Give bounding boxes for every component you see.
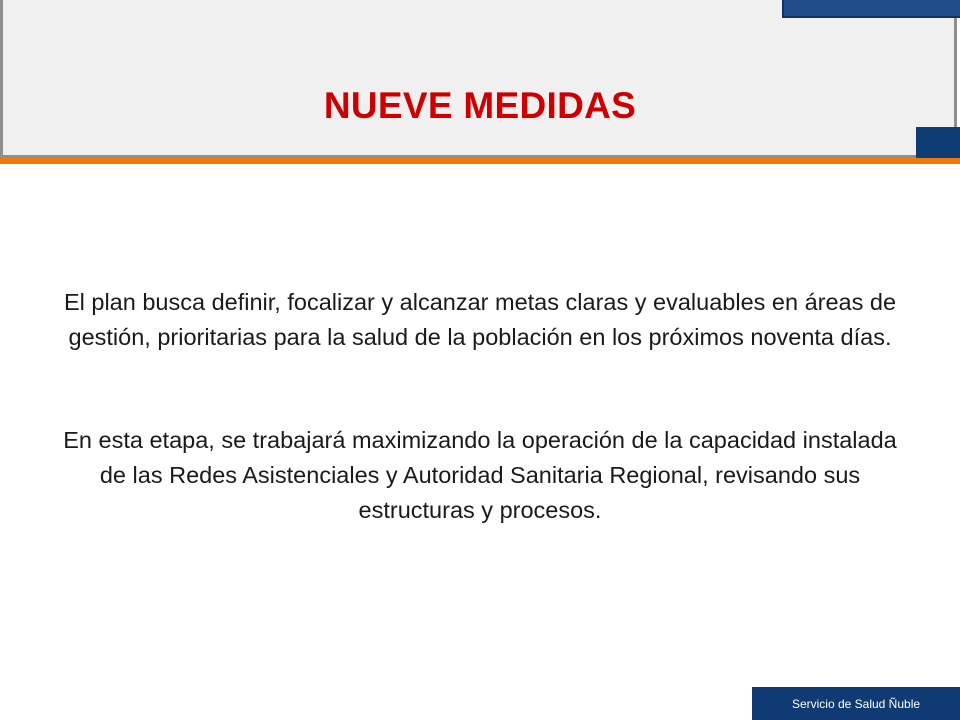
header-divider [0,158,960,164]
body-paragraph-2: En esta etapa, se trabajará maximizando la operación de la capacidad instalada de las Redes Asistenciales y Autoridad Sanitaria Regional, revisando sus estructuras y procesos. [63,427,897,523]
footer-label: Servicio de Salud Ñuble [791,696,921,711]
corner-accent-bar [782,0,960,18]
footer-banner [752,687,960,720]
header-panel [0,0,957,158]
corner-accent-square [916,127,960,162]
slide-title: NUEVE MEDIDAS [323,85,637,126]
body-paragraph-1: El plan busca definir, focalizar y alcanzar metas claras y evaluables en áreas de gestión, prioritarias para la salud de la población en los próximos noventa días. [63,289,897,350]
